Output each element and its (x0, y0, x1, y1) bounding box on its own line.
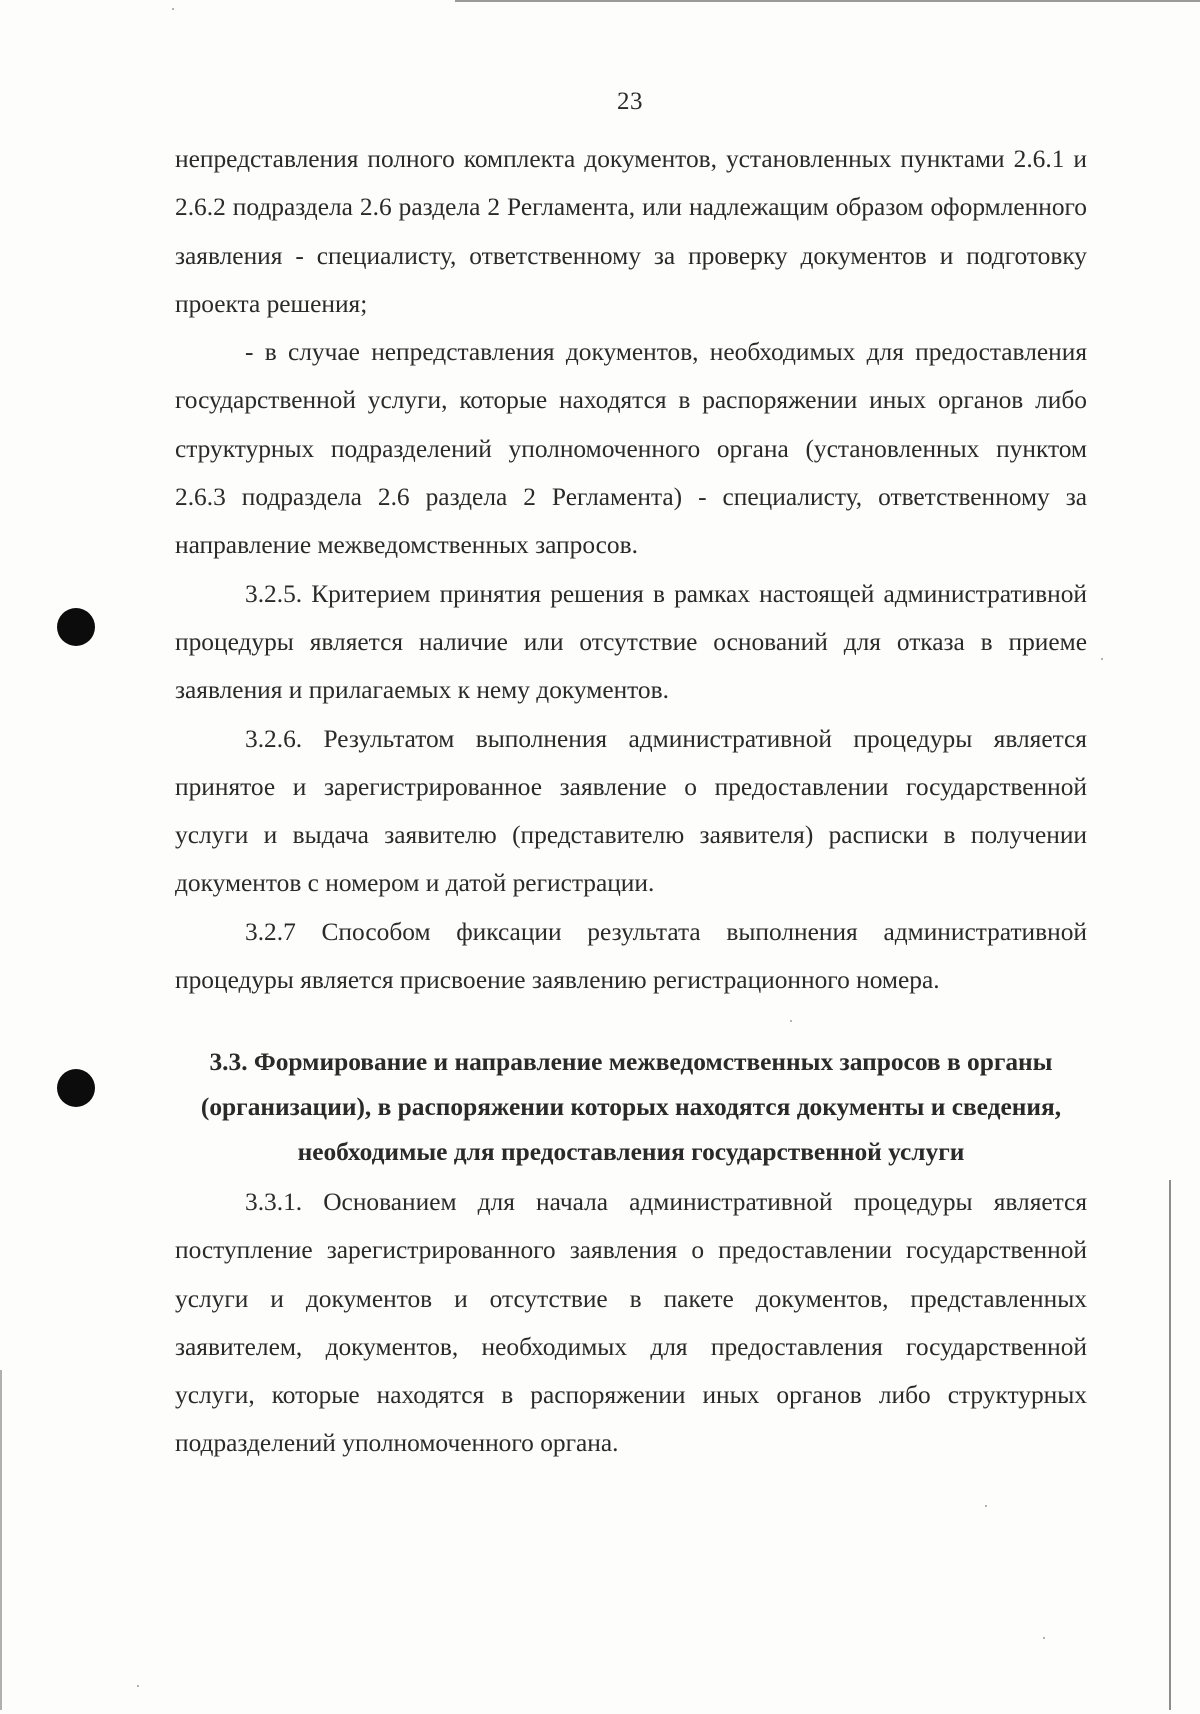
scan-speck (172, 8, 174, 10)
punch-hole-lower (57, 1069, 95, 1107)
paragraph-3-2-5: 3.2.5. Критерием принятия решения в рамках настоящей административной процедуры является наличие или отсутствие оснований для отказа в приеме заявления и прилагаемых к нему документов. (175, 579, 1087, 705)
paragraph-3-2-6: 3.2.6. Результатом выполнения административной процедуры является принятое и зарегистрированное заявление о предоставлении государственной услуги и выдача заявителю (представителю заявителя) расписки в получении документов с номером и датой регистрации. (175, 724, 1087, 898)
scan-speck (790, 1020, 792, 1022)
scan-edge-mark-right (1169, 1180, 1171, 1710)
paragraph-3-3-1: 3.3.1. Основанием для начала административной процедуры является поступление зарегистрированного заявления о предоставлении государственной услуги и документов и отсутствие в пакете документов, представленных заявителем, документов, необходимых для предоставления государственной услуги, которые находятся в распоряжении иных органов либо структурных подразделений уполномоченного органа. (175, 1188, 1087, 1458)
punch-hole-upper (57, 608, 95, 646)
scan-speck (985, 1505, 987, 1507)
body-text-upper (175, 135, 1087, 1004)
paragraph-3-2-7: 3.2.7 Способом фиксации результата выполнения административной процедуры является присвоение заявлению регистрационного номера. (175, 917, 1087, 995)
scan-speck (1101, 658, 1103, 660)
scan-speck (1043, 1637, 1045, 1639)
paragraph-case-missing-docs: - в случае непредставления документов, необходимых для предоставления государственной услуги, которые находятся в распоряжении иных органов либо структурных подразделений уполномоченного органа (установленных пунктом 2.6.3 подраздела 2.6 раздела 2 Регламента) - специалисту, ответственному за направление межведомственных запросов. (175, 338, 1087, 560)
body-text-lower (175, 1178, 1087, 1468)
scan-top-edge (455, 0, 1200, 2)
section-heading-3-3: 3.3. Формирование и направление межведомственных запросов в органы (организации), в распоряжении которых находятся документы и сведения, необходимые для предоставления государственной услуги (200, 1048, 1062, 1166)
scan-edge-mark-left (0, 1370, 2, 1710)
page-number: 23 (617, 88, 643, 115)
paragraph-continuation: непредставления полного комплекта документов, установленных пунктами 2.6.1 и 2.6.2 подраздела 2.6 раздела 2 Регламента, или надлежащим образом оформленного заявления - специалисту, ответственному за проверку документов и подготовку проекта решения; (175, 145, 1087, 318)
scan-speck (137, 1685, 139, 1687)
